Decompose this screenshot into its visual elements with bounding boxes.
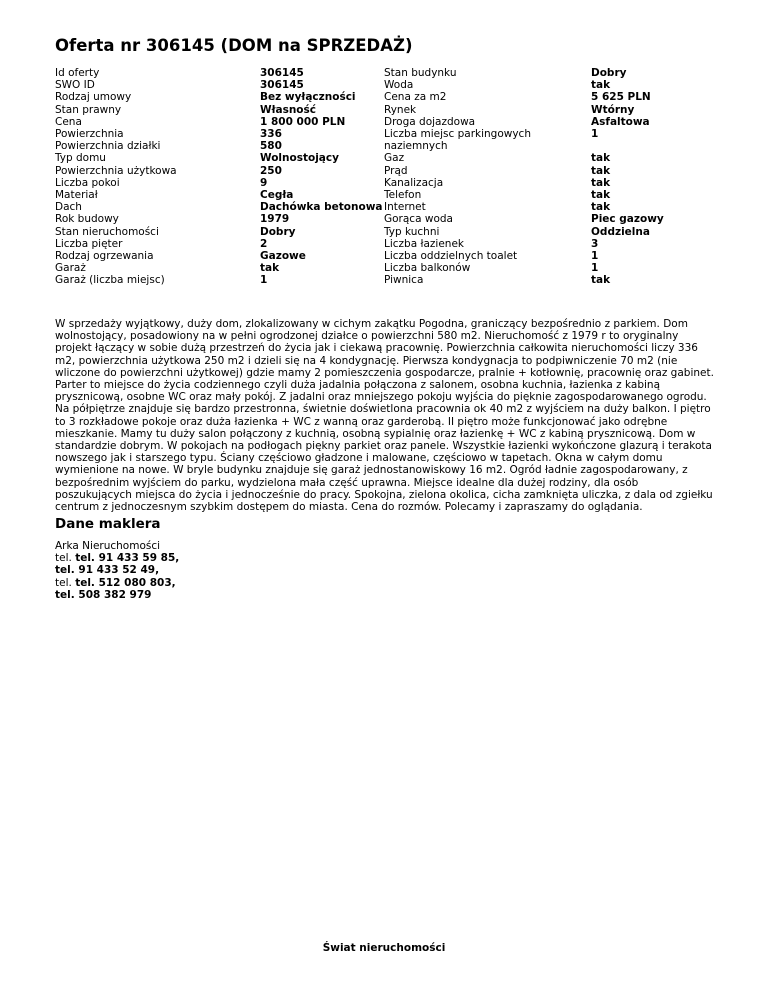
details-row [55, 238, 711, 250]
detail-label: Powierzchnia [55, 128, 124, 141]
details-row [55, 128, 711, 140]
details-row [55, 177, 711, 189]
details-table [55, 67, 711, 287]
detail-label: Dach [55, 201, 82, 214]
detail-label: Stan prawny [55, 103, 122, 116]
detail-label: Rynek [384, 103, 417, 116]
footer-brand: Świat nieruchomości [322, 942, 446, 954]
detail-label: Typ domu [55, 152, 106, 165]
detail-label: Garaż (liczba miejsc) [55, 274, 165, 287]
detail-value: tak [591, 189, 611, 202]
detail-label: Stan nieruchomości [55, 225, 159, 238]
tel-prefix: tel. [55, 576, 72, 589]
detail-value: 3 [591, 237, 599, 250]
detail-label: Cena [55, 115, 82, 128]
detail-label: Powierzchnia działki [55, 140, 161, 153]
detail-value: Bez wyłączności [260, 91, 356, 104]
detail-value: Gazowe [260, 250, 306, 263]
page-title: Oferta nr 306145 (DOM na SPRZEDAŻ) [55, 36, 413, 55]
detail-value: Wtórny [591, 103, 635, 116]
details-row [55, 274, 711, 286]
details-row [55, 250, 711, 262]
detail-value: 1 [591, 262, 599, 275]
detail-label: Liczba pokoi [55, 176, 120, 189]
details-row [55, 79, 711, 91]
detail-value: 1 [591, 128, 599, 141]
details-row [55, 213, 711, 225]
detail-label: Droga dojazdowa [384, 115, 476, 128]
detail-value [591, 140, 711, 152]
detail-value: 1 [260, 274, 268, 287]
detail-value: 2 [260, 237, 268, 250]
detail-label: Stan budynku [384, 67, 457, 79]
detail-label: Liczba pięter [55, 237, 123, 250]
detail-label: Materiał [55, 189, 98, 202]
detail-value: 1 800 000 PLN [260, 115, 346, 128]
details-row [55, 140, 711, 152]
detail-value: tak [591, 176, 611, 189]
agent-phone-line-1 [55, 552, 179, 564]
detail-value: Dachówka betonowa [260, 201, 383, 214]
detail-value: Własność [260, 103, 316, 116]
agent-phone: tel. 512 080 803, [75, 576, 176, 589]
detail-label: Rodzaj ogrzewania [55, 250, 154, 263]
detail-value: Cegła [260, 189, 294, 202]
detail-value: Dobry [591, 67, 627, 79]
details-row [55, 262, 711, 274]
agent-heading: Dane maklera [55, 516, 161, 532]
detail-value: 336 [260, 128, 282, 141]
agent-name: Arka Nieruchomości [55, 540, 161, 552]
detail-value: Asfaltowa [591, 115, 650, 128]
detail-value: 5 625 PLN [591, 91, 651, 104]
tel-prefix: tel. [55, 552, 72, 565]
detail-label: Liczba łazienek [384, 237, 464, 250]
agent-phone-line-3 [55, 577, 179, 589]
detail-label: Prąd [384, 164, 408, 177]
detail-label: Typ kuchni [384, 225, 440, 238]
detail-value: tak [591, 79, 611, 92]
detail-label: Woda [384, 79, 414, 92]
detail-label: Gaz [384, 152, 405, 165]
detail-label: Liczba oddzielnych toalet [384, 250, 518, 263]
detail-value: 306145 [260, 67, 304, 79]
detail-value: 306145 [260, 79, 304, 92]
detail-value: tak [591, 274, 611, 287]
details-row [55, 91, 711, 103]
detail-value: Wolnostojący [260, 152, 339, 165]
detail-label: Cena za m2 [384, 91, 447, 104]
detail-value: Piec gazowy [591, 213, 664, 226]
detail-label: Piwnica [384, 274, 424, 287]
details-row [55, 152, 711, 164]
agent-phone: tel. 508 382 979 [55, 588, 152, 601]
detail-label: Liczba miejsc parkingowych [384, 128, 531, 141]
detail-label: Internet [384, 201, 426, 214]
detail-label: SWO ID [55, 79, 95, 92]
detail-label: Rok budowy [55, 213, 119, 226]
agent-phone: tel. 91 433 59 85, [75, 552, 180, 565]
detail-label: Powierzchnia użytkowa [55, 164, 177, 177]
detail-value: 250 [260, 164, 282, 177]
detail-value: Dobry [260, 225, 296, 238]
detail-value: tak [591, 164, 611, 177]
agent-phone: tel. 91 433 52 49, [55, 564, 160, 577]
details-row [55, 189, 711, 201]
detail-label: Rodzaj umowy [55, 91, 132, 104]
detail-label: Liczba balkonów [384, 262, 471, 275]
detail-value: 9 [260, 176, 268, 189]
detail-label: Garaż [55, 262, 86, 275]
details-row [55, 104, 711, 116]
detail-value: 1 [591, 250, 599, 263]
agent-info [55, 540, 179, 601]
detail-label: Kanalizacja [384, 176, 444, 189]
details-row [55, 201, 711, 213]
details-row [55, 165, 711, 177]
details-body [55, 67, 711, 287]
detail-value: 1979 [260, 213, 290, 226]
detail-label: naziemnych [384, 140, 448, 153]
detail-label: Gorąca woda [384, 213, 453, 226]
detail-value: Oddzielna [591, 225, 650, 238]
detail-label: Telefon [384, 189, 422, 202]
details-row [55, 226, 711, 238]
detail-value: tak [591, 152, 611, 165]
offer-description: W sprzedaży wyjątkowy, duży dom, zlokalizowany w cichym zakątku Pogodna, graniczący bezpośrednio z parkiem. Dom wolnostojący, posadowiony na w pełni ogrodzonej działce o powierzchni 580 m2. Nieruchomość z 1979 r to oryginalny projekt łączący w sobie dużą przestrzeń do życia jak i ciekawą pracownię. Powierzchnia całkowita nieruchomości liczy 336 m2, powierzchnia użytkowa 250 m2 i dzieli się na 4 kondygnację. Pierwsza kondygnacja to podpiwniczenie 70 m2 (nie wliczone do powierzchni użytkowej) gdzie mamy 2 pomieszczenia gospodarcze, pralnie + kotłownię, pracownię oraz gabinet. Parter to miejsce do życia codziennego czyli duża jadalnia połączona z salonem, osobna kuchnia, łazienka z kabiną prysznicową, osobne WC oraz mały pokój. Z jadalni oraz mniejszego pokoju wyjścia do pięknie zagospodarowanego ogrodu. Na półpiętrze znajduje się bardzo przestronna, świetnie doświetlona pracownia ok 40 m2 z wyjściem na duży balkon. I piętro to 3 rozkładowe pokoje oraz duża łazienka + WC z wanną oraz garderobą. II piętro może funkcjonować jako odrębne mieszkanie. Mamy tu duży salon połączony z kuchnią, osobną sypialnię oraz łazienkę + WC z kabiną prysznicową. Dom w standardzie dobrym. W pokojach na podłogach piękny parkiet oraz panele. Wszystkie łazienki wykończone glazurą i terakota nowszego jak i starszego typu. Ściany częściowo gładzone i malowane, częściowo w tapetach. Okna w całym domu wymienione na nowe. W bryle budynku znajduje się garaż jednostanowiskowy 16 m2. Ogród ładnie zagospodarowany, z bezpośrednim wyjściem do parku, wydzielona mała część uprawna. Miejsce idealne dla dużej rodziny, dla osób poszukujących miejsca do życia i jednocześnie do pracy. Spokojna, zielona okolica, cicha zamknięta uliczka, z dala od zgiełku centrum z jednoczesnym szybkim dostępem do miasta. Cena do rozmów. Polecamy i zapraszamy do oglądania. [55, 318, 714, 514]
detail-value: tak [591, 201, 611, 214]
details-row [55, 116, 711, 128]
detail-label: Id oferty [55, 67, 100, 79]
detail-value: 580 [260, 140, 282, 153]
details-row [55, 67, 711, 79]
detail-value: tak [260, 262, 280, 275]
